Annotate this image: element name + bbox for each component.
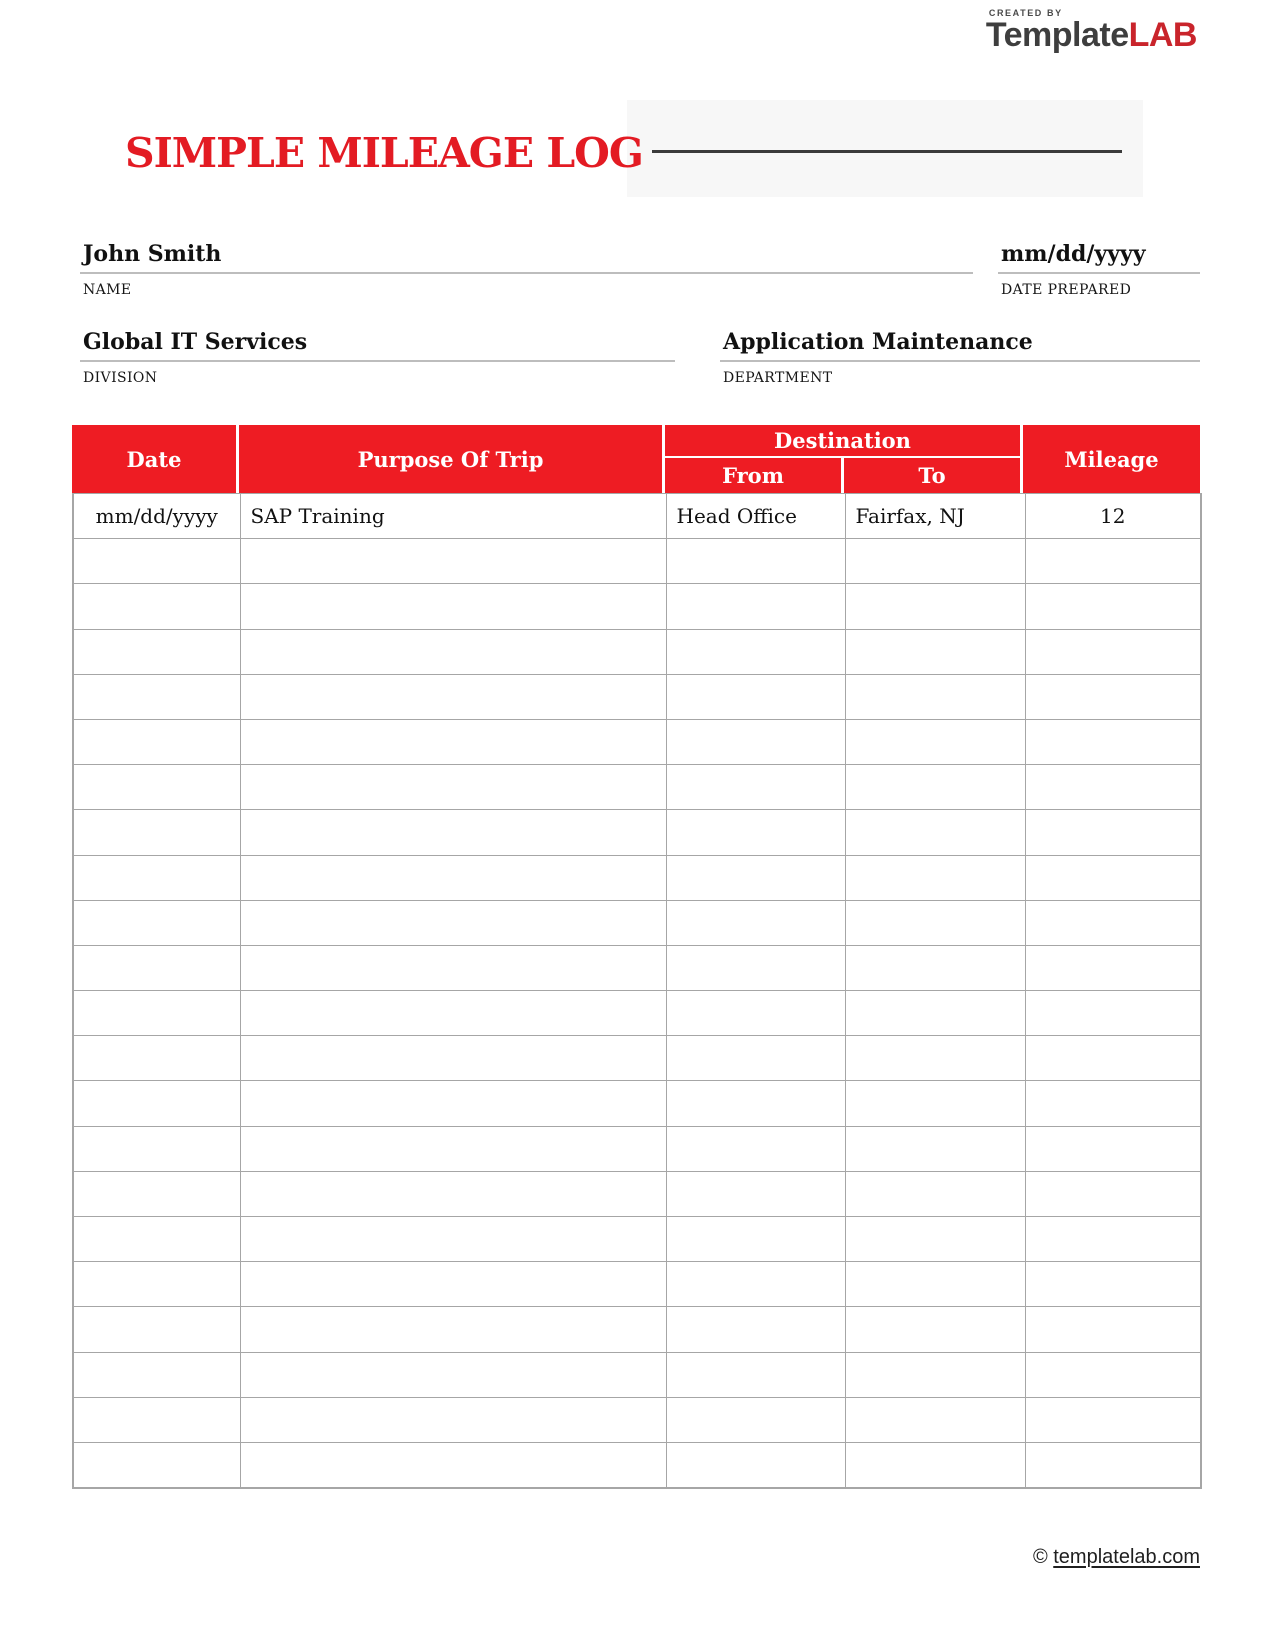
cell-to[interactable] — [845, 1081, 1025, 1126]
mileage-table-grid — [72, 493, 1202, 1489]
cell-to[interactable] — [845, 1442, 1025, 1487]
cell-from[interactable] — [666, 991, 845, 1036]
table-row — [73, 1307, 1201, 1352]
cell-to[interactable] — [845, 945, 1025, 990]
header-from: From — [665, 458, 841, 493]
cell-to[interactable] — [845, 629, 1025, 674]
cell-purpose[interactable] — [240, 1442, 666, 1487]
cell-purpose[interactable] — [240, 900, 666, 945]
date-prepared-value[interactable]: mm/dd/yyyy — [998, 241, 1200, 274]
cell-purpose[interactable] — [240, 1036, 666, 1081]
table-row — [73, 1126, 1201, 1171]
brand-name-lab: LAB — [1128, 16, 1197, 54]
cell-purpose[interactable] — [240, 1217, 666, 1262]
cell-purpose[interactable] — [240, 584, 666, 629]
cell-to[interactable] — [845, 674, 1025, 719]
cell-purpose[interactable] — [240, 539, 666, 584]
cell-date[interactable] — [73, 1217, 240, 1262]
table-row — [73, 765, 1201, 810]
cell-date[interactable] — [73, 1171, 240, 1216]
table-row — [73, 945, 1201, 990]
cell-date[interactable] — [73, 991, 240, 1036]
cell-date[interactable] — [73, 1442, 240, 1487]
name-field — [80, 241, 973, 298]
copyright-symbol: © — [1032, 1546, 1048, 1568]
cell-to[interactable] — [845, 900, 1025, 945]
table-row — [73, 494, 1201, 539]
cell-mileage[interactable] — [1025, 1217, 1201, 1262]
cell-purpose[interactable] — [240, 1307, 666, 1352]
cell-date[interactable] — [73, 1307, 240, 1352]
table-row — [73, 629, 1201, 674]
cell-from[interactable] — [666, 1397, 845, 1442]
footer-link[interactable]: templatelab.com — [1053, 1546, 1200, 1568]
cell-date[interactable] — [73, 765, 240, 810]
cell-mileage[interactable] — [1025, 765, 1201, 810]
header-date: Date — [72, 425, 236, 493]
cell-mileage[interactable] — [1025, 855, 1201, 900]
cell-from[interactable] — [666, 1307, 845, 1352]
cell-from[interactable] — [666, 719, 845, 764]
cell-purpose[interactable] — [240, 855, 666, 900]
table-row — [73, 900, 1201, 945]
cell-date[interactable]: mm/dd/yyyy — [73, 494, 240, 539]
brand-name — [986, 18, 1197, 54]
cell-mileage[interactable] — [1025, 719, 1201, 764]
footer — [1033, 1546, 1200, 1569]
cell-date[interactable] — [73, 900, 240, 945]
created-by-label: CREATED BY — [988, 8, 1063, 18]
table-header — [72, 425, 1200, 493]
cell-date[interactable] — [73, 1262, 240, 1307]
cell-from[interactable] — [666, 1262, 845, 1307]
division-field — [80, 329, 675, 386]
cell-from[interactable] — [666, 1442, 845, 1487]
header-destination-group — [665, 425, 1020, 493]
cell-purpose[interactable] — [240, 1081, 666, 1126]
cell-date[interactable] — [73, 810, 240, 855]
table-row — [73, 855, 1201, 900]
table-row — [73, 1081, 1201, 1126]
table-row — [73, 1171, 1201, 1216]
cell-from[interactable]: Head Office — [666, 494, 845, 539]
cell-date[interactable] — [73, 1036, 240, 1081]
table-row — [73, 1397, 1201, 1442]
cell-date[interactable] — [73, 855, 240, 900]
page-title: SIMPLE MILEAGE LOG — [125, 129, 643, 177]
cell-to[interactable]: Fairfax, NJ — [845, 494, 1025, 539]
header-destination: Destination — [665, 425, 1020, 456]
cell-date[interactable] — [73, 1081, 240, 1126]
cell-from[interactable] — [666, 1217, 845, 1262]
cell-from[interactable] — [666, 539, 845, 584]
cell-to[interactable] — [845, 765, 1025, 810]
date-prepared-label: DATE PREPARED — [1001, 282, 1132, 298]
cell-date[interactable] — [73, 629, 240, 674]
cell-from[interactable] — [666, 765, 845, 810]
cell-to[interactable] — [845, 1126, 1025, 1171]
cell-mileage[interactable] — [1025, 1171, 1201, 1216]
mileage-table — [72, 425, 1200, 1489]
header-purpose: Purpose Of Trip — [239, 425, 662, 493]
cell-to[interactable] — [845, 584, 1025, 629]
cell-mileage[interactable] — [1025, 629, 1201, 674]
cell-date[interactable] — [73, 1126, 240, 1171]
division-value[interactable]: Global IT Services — [80, 329, 675, 362]
table-row — [73, 1442, 1201, 1487]
name-value[interactable]: John Smith — [80, 241, 973, 274]
cell-purpose[interactable] — [240, 674, 666, 719]
cell-purpose[interactable]: SAP Training — [240, 494, 666, 539]
cell-from[interactable] — [666, 945, 845, 990]
cell-from[interactable] — [666, 584, 845, 629]
cell-date[interactable] — [73, 1352, 240, 1397]
cell-mileage[interactable] — [1025, 900, 1201, 945]
cell-date[interactable] — [73, 674, 240, 719]
header-to: To — [844, 458, 1020, 493]
cell-mileage[interactable] — [1025, 1036, 1201, 1081]
cell-to[interactable] — [845, 1352, 1025, 1397]
cell-mileage[interactable] — [1025, 1126, 1201, 1171]
cell-from[interactable] — [666, 1081, 845, 1126]
division-label: DIVISION — [83, 370, 158, 386]
cell-mileage[interactable] — [1025, 1397, 1201, 1442]
cell-purpose[interactable] — [240, 945, 666, 990]
cell-to[interactable] — [845, 539, 1025, 584]
table-row — [73, 719, 1201, 764]
cell-mileage[interactable] — [1025, 539, 1201, 584]
table-row — [73, 584, 1201, 629]
cell-purpose[interactable] — [240, 1171, 666, 1216]
cell-from[interactable] — [666, 1036, 845, 1081]
cell-mileage[interactable] — [1025, 1352, 1201, 1397]
cell-purpose[interactable] — [240, 991, 666, 1036]
title-panel-line — [652, 150, 1122, 153]
cell-from[interactable] — [666, 900, 845, 945]
cell-mileage[interactable] — [1025, 991, 1201, 1036]
cell-from[interactable] — [666, 629, 845, 674]
header-destination-subrow — [665, 458, 1020, 493]
cell-mileage[interactable] — [1025, 584, 1201, 629]
cell-to[interactable] — [845, 810, 1025, 855]
table-row — [73, 1262, 1201, 1307]
cell-date[interactable] — [73, 1397, 240, 1442]
cell-purpose[interactable] — [240, 629, 666, 674]
brand-name-template: Template — [985, 16, 1129, 54]
cell-purpose[interactable] — [240, 1262, 666, 1307]
cell-to[interactable] — [845, 1036, 1025, 1081]
table-row — [73, 1217, 1201, 1262]
cell-to[interactable] — [845, 1262, 1025, 1307]
cell-to[interactable] — [845, 855, 1025, 900]
templatelab-logo — [986, 8, 1197, 54]
table-row — [73, 674, 1201, 719]
cell-to[interactable] — [845, 1307, 1025, 1352]
cell-to[interactable] — [845, 991, 1025, 1036]
cell-purpose[interactable] — [240, 719, 666, 764]
department-value[interactable]: Application Maintenance — [720, 329, 1200, 362]
cell-from[interactable] — [666, 1171, 845, 1216]
cell-date[interactable] — [73, 584, 240, 629]
cell-mileage[interactable] — [1025, 1081, 1201, 1126]
table-row — [73, 810, 1201, 855]
table-row — [73, 539, 1201, 584]
cell-date[interactable] — [73, 945, 240, 990]
cell-from[interactable] — [666, 1352, 845, 1397]
cell-date[interactable] — [73, 719, 240, 764]
cell-mileage[interactable]: 12 — [1025, 494, 1201, 539]
cell-mileage[interactable] — [1025, 1307, 1201, 1352]
name-label: NAME — [83, 282, 132, 298]
table-row — [73, 991, 1201, 1036]
cell-mileage[interactable] — [1025, 1442, 1201, 1487]
cell-from[interactable] — [666, 674, 845, 719]
cell-to[interactable] — [845, 1217, 1025, 1262]
cell-to[interactable] — [845, 1397, 1025, 1442]
cell-from[interactable] — [666, 1126, 845, 1171]
table-row — [73, 1036, 1201, 1081]
cell-date[interactable] — [73, 539, 240, 584]
department-label: DEPARTMENT — [723, 370, 833, 386]
cell-to[interactable] — [845, 719, 1025, 764]
cell-mileage[interactable] — [1025, 1262, 1201, 1307]
cell-to[interactable] — [845, 1171, 1025, 1216]
cell-mileage[interactable] — [1025, 810, 1201, 855]
date-prepared-field — [998, 241, 1200, 298]
cell-purpose[interactable] — [240, 810, 666, 855]
title-panel — [627, 100, 1143, 197]
table-row — [73, 1352, 1201, 1397]
cell-purpose[interactable] — [240, 1126, 666, 1171]
cell-purpose[interactable] — [240, 1397, 666, 1442]
cell-purpose[interactable] — [240, 1352, 666, 1397]
cell-from[interactable] — [666, 855, 845, 900]
department-field — [720, 329, 1200, 386]
cell-purpose[interactable] — [240, 765, 666, 810]
header-mileage: Mileage — [1023, 425, 1200, 493]
cell-mileage[interactable] — [1025, 674, 1201, 719]
cell-mileage[interactable] — [1025, 945, 1201, 990]
mileage-table-body — [73, 494, 1201, 1488]
cell-from[interactable] — [666, 810, 845, 855]
